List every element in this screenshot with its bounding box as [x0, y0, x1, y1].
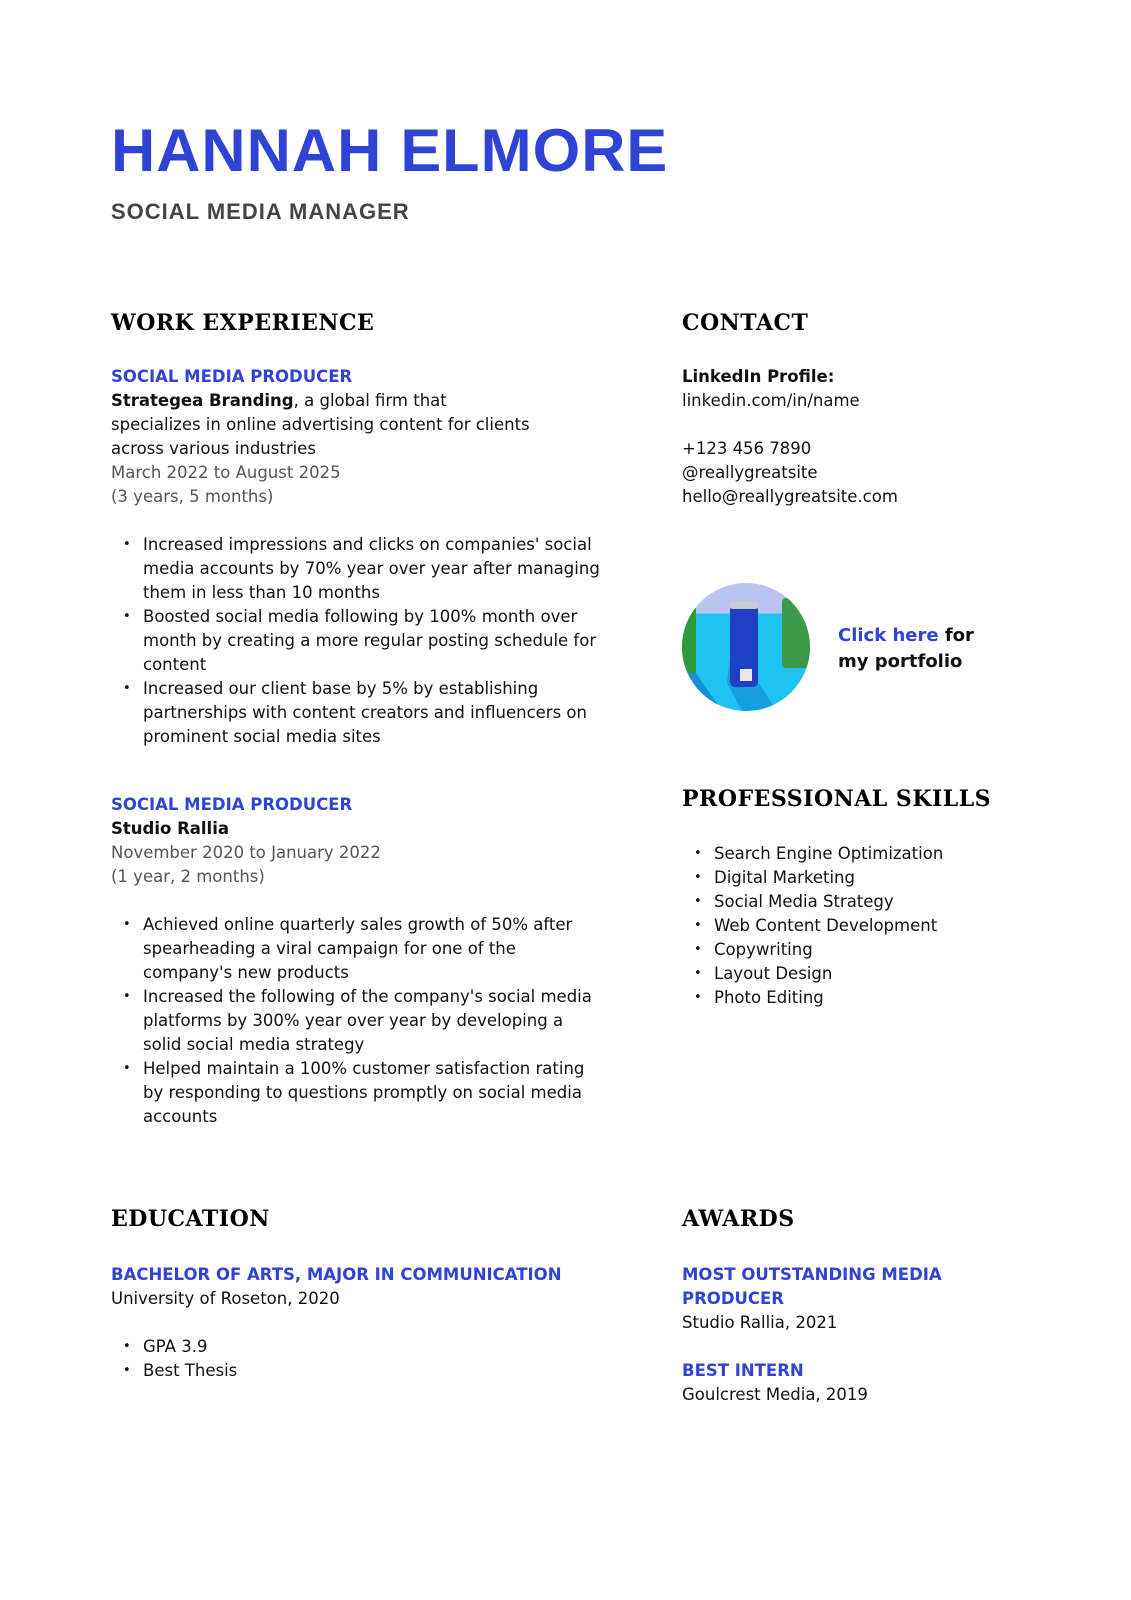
job-entry — [111, 793, 601, 1129]
job-entry — [111, 365, 601, 749]
portfolio-text: my portfolio — [838, 651, 963, 672]
skill-item: • Layout Design — [682, 962, 1002, 986]
job-dates: November 2020 to January 2022 — [111, 843, 381, 862]
bullet: • Boosted social media following by 100% month over month by creating a more regular posting schedule for content — [111, 605, 601, 677]
contact-info — [682, 365, 1002, 509]
awards-heading: AWARDS — [682, 1206, 795, 1232]
company-name: Strategea Branding — [111, 391, 294, 410]
job-role: SOCIAL MEDIA PRODUCER — [111, 795, 353, 814]
social-handle: @reallygreatsite — [682, 463, 818, 482]
portfolio-image[interactable] — [682, 583, 810, 711]
company-description: , a global firm that specializes in online advertising content for clients across various industries — [111, 391, 530, 458]
job-role: SOCIAL MEDIA PRODUCER — [111, 367, 353, 386]
job-duration: (1 year, 2 months) — [111, 867, 265, 886]
skill-item: • Digital Marketing — [682, 866, 1002, 890]
awards-list — [682, 1263, 952, 1407]
linkedin-label: LinkedIn Profile: — [682, 367, 835, 386]
skill-item: • Photo Editing — [682, 986, 1002, 1010]
work-experience-heading: WORK EXPERIENCE — [111, 310, 375, 336]
bullet: • Increased our client base by 5% by establishing partnerships with content creators and influencers on prominent social media sites — [111, 677, 601, 749]
skill-item: • Copywriting — [682, 938, 1002, 962]
soda-can-image — [682, 583, 810, 711]
award-title: MOST OUTSTANDING MEDIA PRODUCER — [682, 1265, 942, 1308]
job-bullets — [111, 533, 601, 749]
skill-item: • Search Engine Optimization — [682, 842, 1002, 866]
bullet: • GPA 3.9 — [111, 1335, 601, 1359]
email-link[interactable]: hello@reallygreatsite.com — [682, 487, 898, 506]
job-company-line — [111, 389, 541, 461]
candidate-name: HANNAH ELMORE — [111, 117, 669, 184]
portfolio-text: for — [938, 625, 974, 646]
job-duration: (3 years, 5 months) — [111, 487, 274, 506]
bullet: • Helped maintain a 100% customer satisfaction rating by responding to questions promptly on social media accounts — [111, 1057, 601, 1129]
skills-list — [682, 842, 1002, 1010]
school: University of Roseton, 2020 — [111, 1289, 340, 1308]
portfolio-link[interactable] — [838, 623, 974, 675]
phone: +123 456 7890 — [682, 439, 812, 458]
job-title: SOCIAL MEDIA MANAGER — [111, 199, 410, 224]
education-bullets — [111, 1335, 601, 1383]
bullet: • Increased the following of the company's social media platforms by 300% year over year by developing a solid social media strategy — [111, 985, 601, 1057]
education-entry — [111, 1263, 601, 1383]
contact-heading: CONTACT — [682, 310, 809, 336]
award-org: Goulcrest Media, 2019 — [682, 1385, 868, 1404]
award-org: Studio Rallia, 2021 — [682, 1313, 838, 1332]
education-heading: EDUCATION — [111, 1206, 270, 1232]
linkedin-link[interactable]: linkedin.com/in/name — [682, 391, 860, 410]
degree: BACHELOR OF ARTS, MAJOR IN COMMUNICATION — [111, 1265, 562, 1284]
job-dates: March 2022 to August 2025 — [111, 463, 341, 482]
award-title: BEST INTERN — [682, 1361, 804, 1380]
bullet: • Achieved online quarterly sales growth of 50% after spearheading a viral campaign for one of the company's new products — [111, 913, 601, 985]
skill-item: • Social Media Strategy — [682, 890, 1002, 914]
skill-item: • Web Content Development — [682, 914, 1002, 938]
skills-heading: PROFESSIONAL SKILLS — [682, 786, 992, 812]
click-here-link[interactable]: Click here — [838, 625, 939, 646]
company-name: Studio Rallia — [111, 819, 230, 838]
bullet: • Increased impressions and clicks on companies' social media accounts by 70% year over year after managing them in less than 10 months — [111, 533, 601, 605]
job-bullets — [111, 913, 601, 1129]
bullet: • Best Thesis — [111, 1359, 601, 1383]
